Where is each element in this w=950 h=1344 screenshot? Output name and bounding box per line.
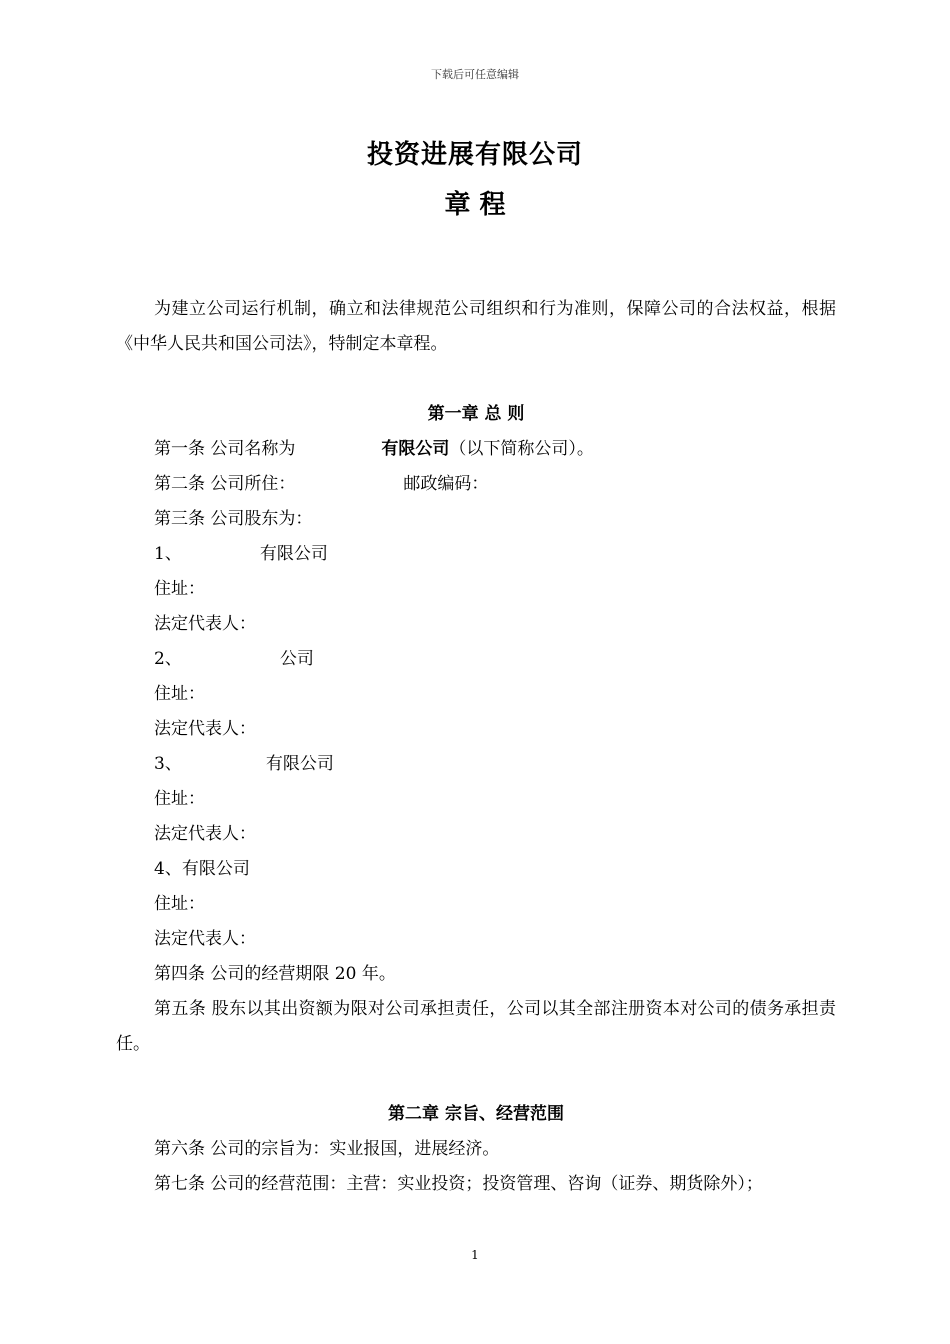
- article-1-company-name: 有限公司: [381, 439, 450, 459]
- article-2: [116, 467, 836, 502]
- article-1: [116, 432, 836, 467]
- shareholder-2-representative: 法定代表人：: [154, 719, 256, 739]
- chapter-2-heading: 第二章 宗旨、经营范围: [388, 1104, 564, 1124]
- shareholder-4-representative: 法定代表人：: [154, 929, 256, 949]
- article-1-prefix: 第一条 公司名称为: [154, 439, 296, 459]
- shareholder-4-name: 4、有限公司: [154, 859, 250, 879]
- shareholder-3-address: 住址：: [154, 789, 205, 809]
- subtitle-text: 章 程: [444, 190, 506, 220]
- shareholder-2-number: 2、: [154, 649, 182, 669]
- article-2-prefix: 第二条 公司所住：: [154, 474, 296, 494]
- shareholder-1-name: [116, 537, 836, 572]
- shareholder-1-number: 1、: [154, 544, 182, 564]
- shareholder-1-address: 住址：: [154, 579, 205, 599]
- spacer: [116, 1062, 836, 1097]
- document-body: [116, 292, 836, 1202]
- article-3: 第三条 公司股东为：: [154, 509, 313, 529]
- header-note: 下载后可任意编辑: [431, 68, 519, 81]
- shareholder-2-address: 住址：: [154, 684, 205, 704]
- shareholder-3-number: 3、: [154, 754, 182, 774]
- shareholder-2-name: [116, 642, 836, 677]
- shareholder-3-name: [116, 747, 836, 782]
- shareholder-4-address: 住址：: [154, 894, 205, 914]
- article-1-suffix: （以下简称公司）。: [449, 439, 594, 459]
- shareholder-3-representative: 法定代表人：: [154, 824, 256, 844]
- document-title: 投资进展有限公司: [366, 140, 583, 170]
- shareholder-2-company: 公司: [279, 649, 314, 669]
- article-5: 第五条 股东以其出资额为限对公司承担责任，公司以其全部注册资本对公司的债务承担责任。: [116, 999, 836, 1054]
- chapter-1-heading: 第一章 总 则: [427, 404, 525, 424]
- article-7: 第七条 公司的经营范围：主营：实业投资；投资管理、咨询（证券、期货除外）；: [154, 1174, 763, 1194]
- article-4: 第四条 公司的经营期限 20 年。: [154, 964, 396, 984]
- document-subtitle: [0, 184, 950, 221]
- page-number: 1: [471, 1248, 479, 1262]
- article-2-postcode: 邮政编码：: [403, 474, 489, 494]
- shareholder-1-company: 有限公司: [259, 544, 328, 564]
- shareholder-3-company: 有限公司: [265, 754, 334, 774]
- article-6: 第六条 公司的宗旨为：实业报国，进展经济。: [154, 1139, 500, 1159]
- shareholder-1-representative: 法定代表人：: [154, 614, 256, 634]
- spacer: [116, 362, 836, 397]
- preamble-paragraph: 为建立公司运行机制，确立和法律规范公司组织和行为准则，保障公司的合法权益，根据《中华人民共和国公司法》，特制定本章程。: [116, 299, 836, 354]
